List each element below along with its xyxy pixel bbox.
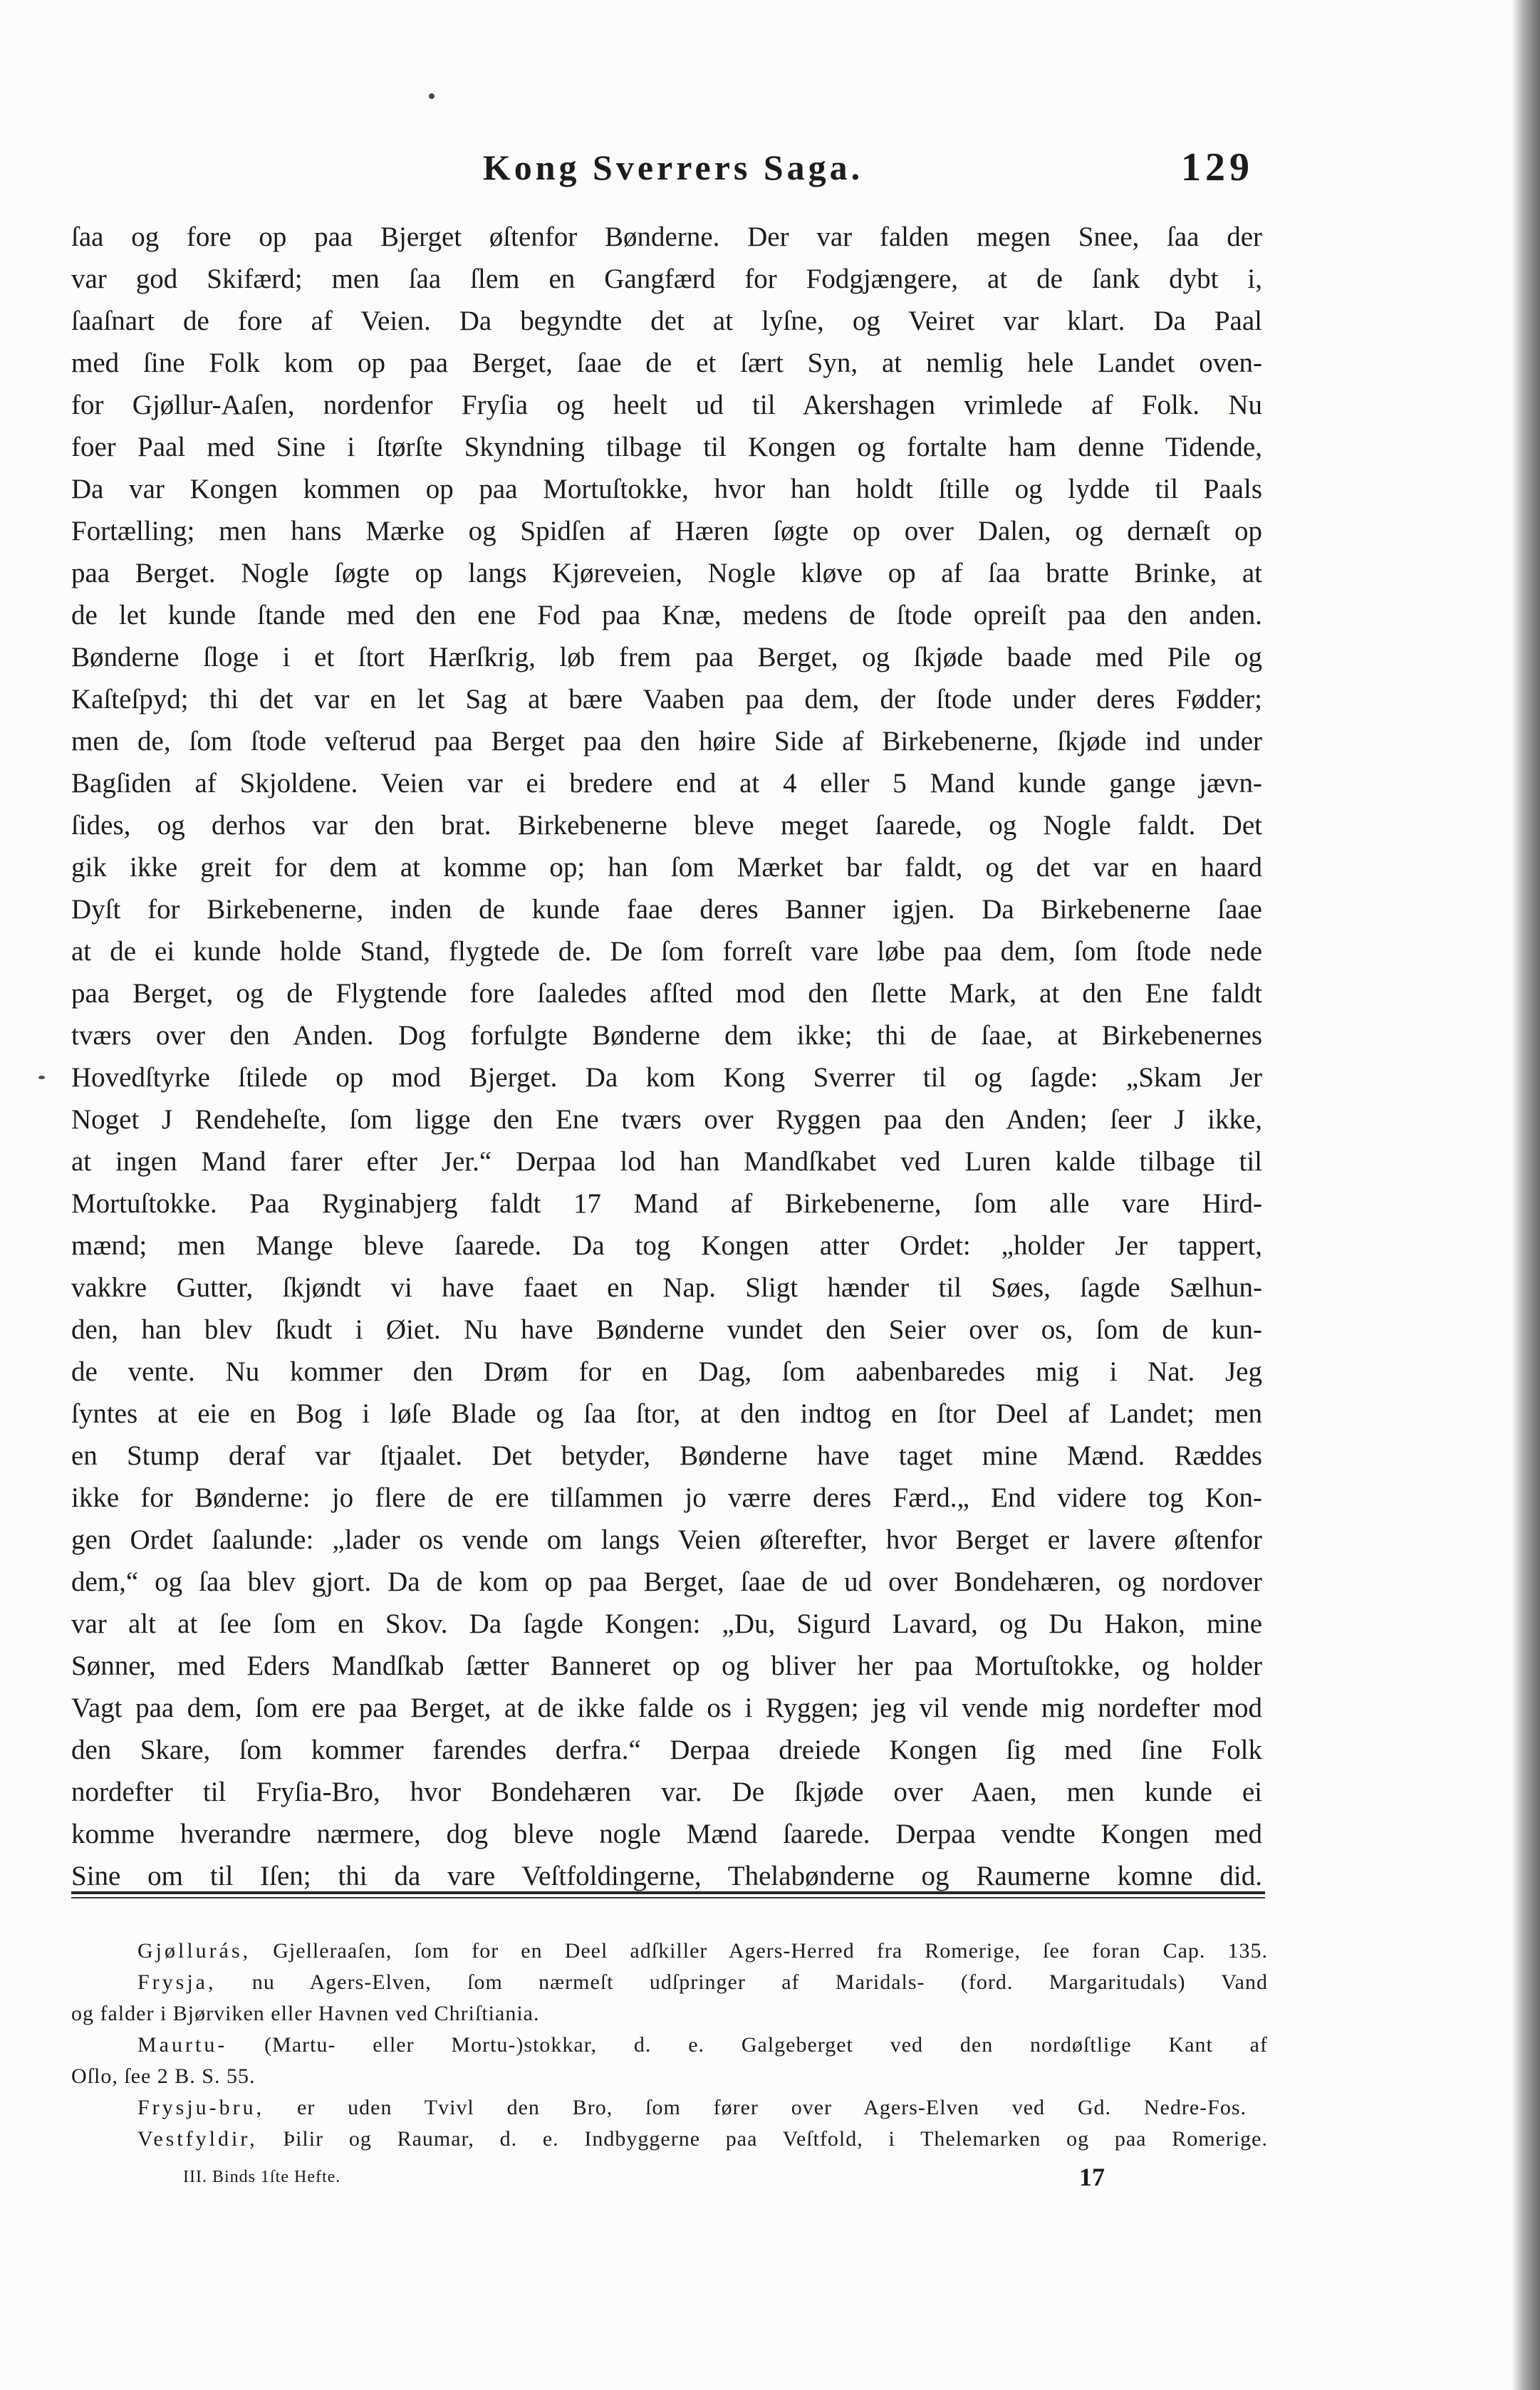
footnote-3-text: (Martu- eller Mortu-)stokkar, d. e. Galgeberget ved den nordøſtlige Kant af <box>264 2033 1268 2057</box>
body-line-35: Sønner, med Eders Mandſkab ſætter Banneret op og bliver her paa Mortuſtokke, og holder <box>71 1651 1262 1681</box>
body-text <box>71 216 1262 1897</box>
running-title: Kong Sverrers Saga. <box>482 147 864 187</box>
footnote-5 <box>71 2124 1268 2155</box>
body-line-15: ſides, og derhos var den brat. Birkebenerne bleve meget ſaarede, og Nogle faldt. Det <box>71 810 1262 841</box>
body-line-9: paa Berget. Nogle ſøgte op langs Kjøreveien, Nogle kløve op af ſaa bratte Brinke, at <box>71 558 1262 588</box>
body-line-23: at ingen Mand farer efter Jer.“ Derpaa lod han Mandſkabet ved Luren kalde tilbage til <box>71 1146 1262 1177</box>
body-line-24: Mortuſtokke. Paa Ryginabjerg faldt 17 Mand af Birkebenerne, ſom alle vare Hird- <box>71 1188 1262 1219</box>
footnote-1 <box>71 1936 1268 1967</box>
scan-edge-shadow <box>1512 0 1540 2390</box>
footnote-4-term: Frysju-bru, <box>137 2096 265 2119</box>
sheet-number: 17 <box>1079 2163 1105 2191</box>
footnote-3 <box>71 2030 1268 2061</box>
footnote-separator-rule-thin <box>71 1897 1265 1898</box>
footnote-5-text: Þilir og Raumar, d. e. Indbyggerne paa Veſtfold, i Thelemarken og paa Romerige. <box>283 2127 1268 2151</box>
footnote-4 <box>71 2092 1247 2124</box>
body-line-4: med ſine Folk kom op paa Berget, ſaae de et ſært Syn, at nemlig hele Landet oven- <box>71 348 1262 378</box>
body-line-34: var alt at ſee ſom en Skov. Da ſagde Kongen: „Du, Sigurd Lavard, og Du Hakon, mine <box>71 1609 1262 1639</box>
body-line-16: gik ikke greit for dem at komme op; han ſom Mærket bar faldt, og det var en haard <box>71 852 1262 883</box>
body-line-38: nordefter til Fryſia-Bro, hvor Bondehæren var. De ſkjøde over Aaen, men kunde ei <box>71 1777 1262 1807</box>
body-line-21: Hovedſtyrke ſtilede op mod Bjerget. Da kom Kong Sverrer til og ſagde: „Skam Jer <box>71 1062 1262 1093</box>
body-line-37: den Skare, ſom kommer farendes derfra.“ Derpaa dreiede Kongen ſig med ſine Folk <box>71 1735 1262 1765</box>
body-line-10: de let kunde ſtande med den ene Fod paa Knæ, medens de ſtode opreiſt paa den anden. <box>71 600 1262 630</box>
footnote-2 <box>71 1967 1268 1998</box>
body-line-25: mænd; men Mange bleve ſaarede. Da tog Kongen atter Ordet: „holder Jer tappert, <box>71 1230 1262 1261</box>
body-line-1: ſaa og fore op paa Bjerget øſtenfor Bønderne. Der var falden megen Snee, ſaa der <box>71 222 1262 252</box>
body-line-27: den, han blev ſkudt i Øiet. Nu have Bønderne vundet den Seier over os, ſom de kun- <box>71 1314 1262 1345</box>
body-line-5: for Gjøllur-Aaſen, nordenfor Fryſia og heelt ud til Akershagen vrimlede af Folk. Nu <box>71 390 1262 420</box>
footnote-5-term: Vestfyldir, <box>137 2127 258 2151</box>
body-line-6: foer Paal med Sine i ſtørſte Skyndning tilbage til Kongen og fortalte ham denne Tidende, <box>71 432 1262 462</box>
body-line-28: de vente. Nu kommer den Drøm for en Dag, ſom aabenbaredes mig i Nat. Jeg <box>71 1356 1262 1387</box>
footnote-2-continuation: og falder i Bjørviken eller Havnen ved Chriſtiania. <box>71 2002 540 2025</box>
body-line-11: Bønderne ſloge i et ſtort Hærſkrig, løb frem paa Berget, og ſkjøde baade med Pile og <box>71 642 1262 672</box>
body-line-26: vakkre Gutter, ſkjøndt vi have faaet en Nap. Sligt hænder til Søes, ſagde Sælhun- <box>71 1272 1262 1303</box>
body-line-2: var god Skifærd; men ſaa ſlem en Gangfærd for Fodgjængere, at de ſank dybt i, <box>71 264 1262 294</box>
body-line-39: komme hverandre nærmere, dog bleve nogle Mænd ſaarede. Derpaa vendte Kongen med <box>71 1819 1262 1849</box>
body-line-7: Da var Kongen kommen op paa Mortuſtokke, hvor han holdt ſtille og lydde til Paals <box>71 474 1262 504</box>
body-line-29: ſyntes at eie en Bog i løſe Blade og ſaa ſtor, at den indtog en ſtor Deel af Landet; men <box>71 1398 1262 1429</box>
body-line-12: Kaſteſpyd; thi det var en let Sag at bære Vaaben paa dem, der ſtode under deres Fødder; <box>71 684 1262 715</box>
body-line-3: ſaaſnart de fore af Veien. Da begyndte det at lyſne, og Veiret var klart. Da Paal <box>71 306 1262 336</box>
body-line-18: at de ei kunde holde Stand, flygtede de. De ſom forreſt vare løbe paa dem, ſom ſtode nede <box>71 936 1262 967</box>
scan-speck <box>429 93 435 99</box>
footnotes <box>71 1936 1268 2155</box>
body-line-32: gen Ordet ſaalunde: „lader os vende om langs Veien øſterefter, hvor Berget er lavere øſtenfor <box>71 1524 1262 1555</box>
body-line-33: dem,“ og ſaa blev gjort. Da de kom op paa Berget, ſaae de ud over Bondehæren, og nordover <box>71 1567 1262 1597</box>
footnote-4-text: er uden Tvivl den Bro, ſom fører over Agers-Elven ved Gd. Nedre-Fos. <box>297 2096 1247 2119</box>
body-line-14: Bagſiden af Skjoldene. Veien var ei bredere end at 4 eller 5 Mand kunde gange jævn- <box>71 768 1262 799</box>
body-line-22: Noget J Rendeheſte, ſom ligge den Ene tværs over Ryggen paa den Anden; ſeer J ikke, <box>71 1104 1262 1135</box>
body-line-19: paa Berget, og de Flygtende fore ſaaledes afſted mod den ſlette Mark, at den Ene faldt <box>71 978 1262 1009</box>
footnote-2-text: nu Agers-Elven, ſom nærmeſt udſpringer af Maridals- (ford. Margaritudals) Vand <box>251 1970 1268 1994</box>
body-line-20: tværs over den Anden. Dog forfulgte Bønderne dem ikke; thi de ſaae, at Birkebenernes <box>71 1020 1262 1051</box>
printer-signature: III. Binds 1ſte Hefte. <box>183 2168 341 2186</box>
footnote-1-text: Gjelleraaſen, ſom for en Deel adſkiller Agers-Herred fra Romerige, ſee foran Cap. 135. <box>273 1939 1268 1963</box>
body-line-13: men de, ſom ſtode veſterud paa Berget paa den høire Side af Birkebenerne, ſkjøde ind under <box>71 726 1262 757</box>
body-line-30: en Stump deraf var ſtjaalet. Det betyder, Bønderne have taget mine Mænd. Ræddes <box>71 1440 1262 1471</box>
footnote-3-continuation: Oſlo, ſee 2 B. S. 55. <box>71 2064 256 2088</box>
body-line-8: Fortælling; men hans Mærke og Spidſen af Hæren ſøgte op over Dalen, og dernæſt op <box>71 516 1262 546</box>
body-line-40: Sine om til Iſen; thi da vare Veſtfoldingerne, Thelabønderne og Raumerne komne did. <box>71 1861 1262 1891</box>
body-line-31: ikke for Bønderne: jo flere de ere tilſammen jo værre deres Færd.„ End videre tog Kon- <box>71 1482 1262 1513</box>
page-number: 129 <box>1181 145 1254 189</box>
body-line-36: Vagt paa dem, ſom ere paa Berget, at de ikke falde os i Ryggen; jeg vil vende mig nordefter mod <box>71 1693 1262 1723</box>
footnote-separator-rule <box>71 1891 1265 1894</box>
footnote-2-term: Frysja, <box>137 1970 217 1994</box>
body-line-17: Dyſt for Birkebenerne, inden de kunde faae deres Banner igjen. Da Birkebenerne ſaae <box>71 894 1262 925</box>
footnote-3-term: Maurtu- <box>137 2033 228 2057</box>
footnote-1-term: Gjøllurás, <box>137 1939 251 1963</box>
scan-speck <box>38 1076 45 1079</box>
